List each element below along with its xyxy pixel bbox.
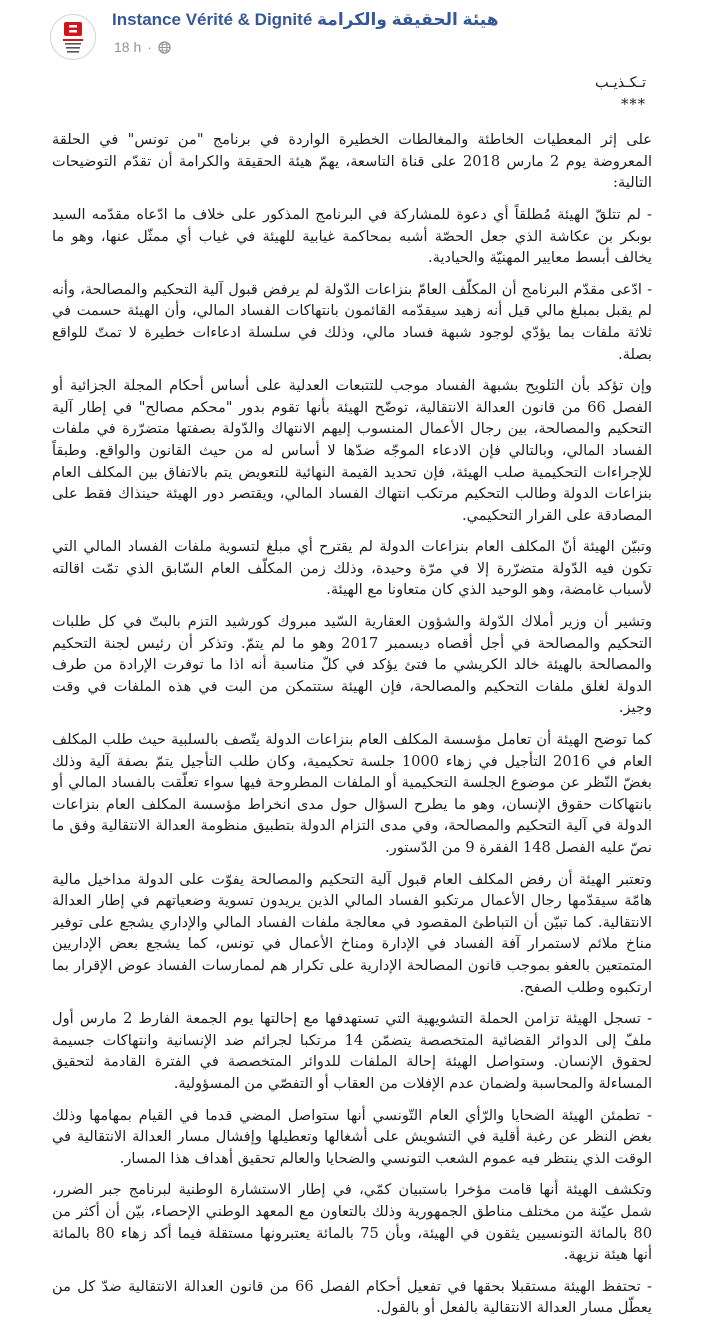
post-paragraph: - لم تتلقّ الهيئة مُطلقاً أي دعوة للمشاركة في البرنامج المذكور على خلاف ما ادّعاه مقدّمه السيد بوبكر بن عكاشة الذي جعل الحصّة أشبه بمحاكمة غيابية للهيئة في غياب أي ممثّل عنها، وهو ما يخالف أبسط معايير المهنيّة والحيادية.: [52, 205, 652, 267]
post-paragraph: كما توضح الهيئة أن تعامل مؤسسة المكلف العام بنزاعات الدولة يتّصف بالسلبية حيث طلب المكلف العام في 2016 التأجيل في زهاء 1000 جلسة تحكيمية، وكان طلب التأجيل يتمّ بصفة آلية وذلك بغضّ النّظر عن موضوع الجلسة التحكيمية أو الملفات المطروحة فيها سواء تعلّقت بالفساد المالي أو بانتهاكات حقوق الإنسان، وهو ما يطرح السؤال حول مدى انخراط مؤسسة المكلف العام بنزاعات الدولة في آلية التحكيم والمصالحة، وفي مدى التزام الدولة بتطبيق منظومة العدالة الانتقالية وفق ما نصّ عليه الفصل 148 الفقرة 9 من الدّستور.: [52, 731, 652, 856]
globe-icon[interactable]: [158, 41, 171, 57]
post-meta: [114, 39, 171, 57]
ivd-logo-icon: [51, 15, 95, 59]
post-paragraph: - تحتفظ الهيئة مستقبلا بحقها في تفعيل أحكام الفصل 66 من قانون العدالة الانتقالية ضدّ كل من يعطّل مسار العدالة الانتقالية بالفعل أو بالقول.: [52, 1277, 652, 1317]
post-paragraph: على إثر المعطيات الخاطئة والمغالطات الخطيرة الواردة في برنامج "من تونس" في الحلقة المعروضة يوم 2 مارس 2018 على قناة التاسعة، يهمّ هيئة الحقيقة والكرامة أن تقدّم التوضيحات التالية:: [52, 131, 653, 192]
post-stars-separator: ***: [621, 95, 646, 113]
post-header: [50, 8, 710, 58]
post-paragraph: وإن تؤكد بأن التلويح بشبهة الفساد موجب للتتبعات العدلية على أساس أحكام المجلة الجزائية أو الفصل 66 من قانون العدالة الانتقالية، توضّح الهيئة بأنها تقوم بدور "محكم مصالح" في إطار آلية التحكيم والمصالحة، بين رجال الأعمال المنسوب إليهم الانتهاك والدّولة بصفتها متضرّرة في ملفات الفساد المالي، وبالتالي فإن الادعاء الموجّه ضدّها لا أساس له من حيث القانون والواقع. وطبقاً للإجراءات التحكيمية صلب الهيئة، فإن تحديد القيمة النهائية للتعويض يتم بالاتفاق بين المكلف العام بنزاعات الدولة وطالب التحكيم مرتكب انتهاك الفساد المالي، ويقتصر دور الهيئة حينذاك فقط على المصادقة على القرار التحكيمي.: [52, 377, 652, 524]
page-name-link[interactable]: Instance Vérité & Dignité هيئة الحقيقة والكرامة: [112, 10, 499, 29]
post-paragraph: - تطمئن الهيئة الضحايا والرّأي العام التّونسي أنها ستواصل المضي قدما في القيام بمهامها وذلك بغض النظر عن رغبة أقلية في التشويش على أشغالها وتعطيلها وإفشال مسار العدالة الانتقالية في الوقت الذي ينتظر فيه عموم الشعب التونسي والضحايا والعالم تحقيق أهداف هذا المسار.: [52, 1106, 652, 1167]
post-paragraph: - ادّعى مقدّم البرنامج أن المكلّف العامّ بنزاعات الدّولة لم يرفض قبول آلية التحكيم والمصالحة، وأنه لم يقبل بمبلغ مالي قيل أنه زهيد سيقدّمه القائمون بانتهاكات الفساد المالي، وأن الهيئة حسمت في ثلاثة ملفات بما يؤدّي لوجود شبهة فساد مالي، وذلك في سلسلة ادعاءات خطيرة لا تمتّ للواقع بصلة.: [52, 280, 652, 363]
post-paragraph: - تسجل الهيئة تزامن الحملة التشويهية التي تستهدفها مع إحالتها يوم الجمعة الفارط 2 مارس أول ملفّ إلى الدوائر القضائية المتخصصة يتضمّن 14 مرتكبا لجرائم ضد الإنسانية وانتهاكات جسيمة لحقوق الإنسان. وستواصل الهيئة إحالة الملفات للدوائر المتخصصة في الفترة القادمة لتحقيق المساءلة والمحاسبة ولضمان عدم الإفلات من العقاب أو التفصّي من المسؤولية.: [52, 1010, 653, 1092]
post-paragraph: وتكشف الهيئة أنها قامت مؤخرا باستبيان كمّي، في إطار الاستشارة الوطنية لبرنامج جبر الضرر، شمل عيّنة من مختلف مناطق الجمهورية وذلك بالتعاون مع المعهد الوطني الإحصاء، بيّن أن أكثر من 80 بالمائة التونسيين يثقون في الهيئة، وبأن 75 بالمائة يعتبرونها مستقلة فيما أكد زهاء 80 بالمائة أنها هيئة نزيهة.: [52, 1181, 652, 1264]
post-paragraph: وتعتبر الهيئة أن رفض المكلف العام قبول آلية التحكيم والمصالحة يفوّت على الدولة مداخيل مالية هامّة سيقدّمها رجال الأعمال مرتكبو الفساد المالي الذين يريدون تسوية وضعياتهم في إطار العدالة الانتقالية. كما تبيّن أن التباطئ المقصود في معالجة ملفات الفساد المالي والإداري يشجع على توفير مناخ ملائم لاستمرار آفة الفساد في الإدارة ومناخ الأعمال في تونس، كما يشجع بعض الإداريين المتمتعين بالعفو بموجب قانون المصالحة الإدارية على تكرار هم لممارسات الفساد عوض الإقرار بما ارتكبوه وطلب الصفح.: [52, 870, 652, 996]
post-timestamp[interactable]: 18 h: [114, 39, 142, 55]
meta-separator: ·: [147, 39, 152, 55]
post-paragraph: وتشير أن وزير أملاك الدّولة والشؤون العقارية السّيد مبروك كورشيد التزم بالبتّ في كل طلبات التحكيم والمصالحة في أجل أقصاه ديسمبر 2017 وهو ما لم يتمّ. وتذكر أن رئيس لجنة التحكيم والمصالحة بالهيئة خالد الكريشي ما فتئ يؤكد في كلّ مناسبة أنه اذا ما توفرت الإرادة من طرف الدولة لغلق ملفات التحكيم والمصالحة، فإن الهيئة ستتمكن من البت في هذه الملفات في وقت وجيز.: [52, 613, 653, 717]
post-title: تـكـذيـب: [595, 74, 646, 91]
post-paragraph: وتبيّن الهيئة أنّ المكلف العام بنزاعات الدولة لم يقترح أي مبلغ لتسوية ملفات الفساد المالي التي تكون فيه الدّولة متضرّرة إلا في مرّة وحيدة، وذلك زمن المكلّف العام السّابق الذي تمّت اقالته لأسباب غامضة، وهو الوحيد الذي كان متعاونا مع الهيئة.: [52, 538, 653, 599]
avatar[interactable]: [50, 14, 96, 60]
post-body: [52, 62, 652, 1329]
